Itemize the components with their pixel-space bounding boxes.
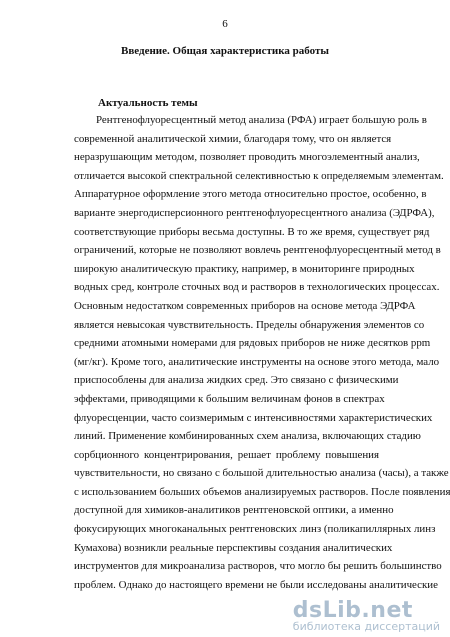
- page-number: 6: [222, 18, 228, 30]
- text-line: отличается высокой спектральной селективностью к определяемым элементам.: [74, 169, 444, 182]
- text-line: эффектами, приводящими к большим величинам фонов в спектрах: [74, 392, 385, 405]
- text-line: соответствующие приборы весьма доступны. В то же время, существует ряд: [74, 225, 430, 238]
- text-line: средними атомными номерами для рядовых приборов не ниже десятков ppm: [74, 337, 431, 350]
- section-heading: Введение. Общая характеристика работы: [121, 45, 329, 57]
- text-line: приспособлены для анализа жидких сред. Это связано с физическими: [74, 374, 399, 387]
- text-line: Основным недостатком современных приборов на основе метода ЭДРФА: [74, 299, 416, 312]
- text-line: с использованием больших объемов анализируемых растворов. После появления: [74, 485, 450, 498]
- text-line: ограничений, которые не позволяют вовлечь рентгенофлуоресцентный метод в: [74, 244, 441, 257]
- subsection-title: Актуальность темы: [98, 97, 198, 109]
- text-line: водных сред, контроле сточных вод и растворов в технологических процессах.: [74, 281, 440, 294]
- text-line: чувствительности, но связано с большой длительностью анализа (часы), а также: [74, 467, 449, 480]
- text-line: широкую аналитическую практику, например, в мониторинге природных: [74, 262, 415, 275]
- text-line: Аппаратурное оформление этого метода относительно простое, особенно, в: [74, 188, 427, 201]
- text-line: Кумахова) возникли реальные перспективы создания аналитических: [74, 541, 393, 554]
- watermark-logo: dsLib.net: [292, 598, 413, 623]
- text-line: является невысокая чувствительность. Пределы обнаружения элементов со: [74, 318, 425, 331]
- text-line: варианте энергодисперсионного рентгенофлуоресцентного анализа (ЭДРФА),: [74, 206, 435, 219]
- text-line: линий. Применение комбинированных схем анализа, включающих стадию: [74, 430, 421, 443]
- text-line: (мг/кг). Кроме того, аналитические инструменты на основе этого метода, мало: [74, 355, 440, 368]
- text-line: инструментов для микроанализа растворов, что могло бы решить большинство: [74, 560, 442, 573]
- body-paragraph: [74, 111, 450, 594]
- watermark: [293, 598, 440, 633]
- text-line: фокусирующих многоканальных рентгеновских линз (поликапиллярных линз: [74, 523, 436, 536]
- watermark-subtitle: библиотека диссертаций: [292, 620, 440, 633]
- text-line: доступной для химиков-аналитиков рентгеновской оптики, а именно: [74, 504, 394, 517]
- text-line: современной аналитической химии, благодаря тому, что он является: [74, 132, 392, 145]
- text-line: проблем. Однако до настоящего времени не были исследованы аналитические: [74, 578, 438, 591]
- text-line: Рентгенофлуоресцентный метод анализа (РФА) играет большую роль в: [96, 114, 427, 126]
- text-line: сорбционного концентрирования, решает проблему повышения: [74, 448, 379, 461]
- text-line: флуоресценции, часто соизмеримым с интенсивностями характеристических: [74, 411, 433, 424]
- text-line: неразрушающим методом, позволяет проводить многоэлементный анализ,: [74, 151, 420, 164]
